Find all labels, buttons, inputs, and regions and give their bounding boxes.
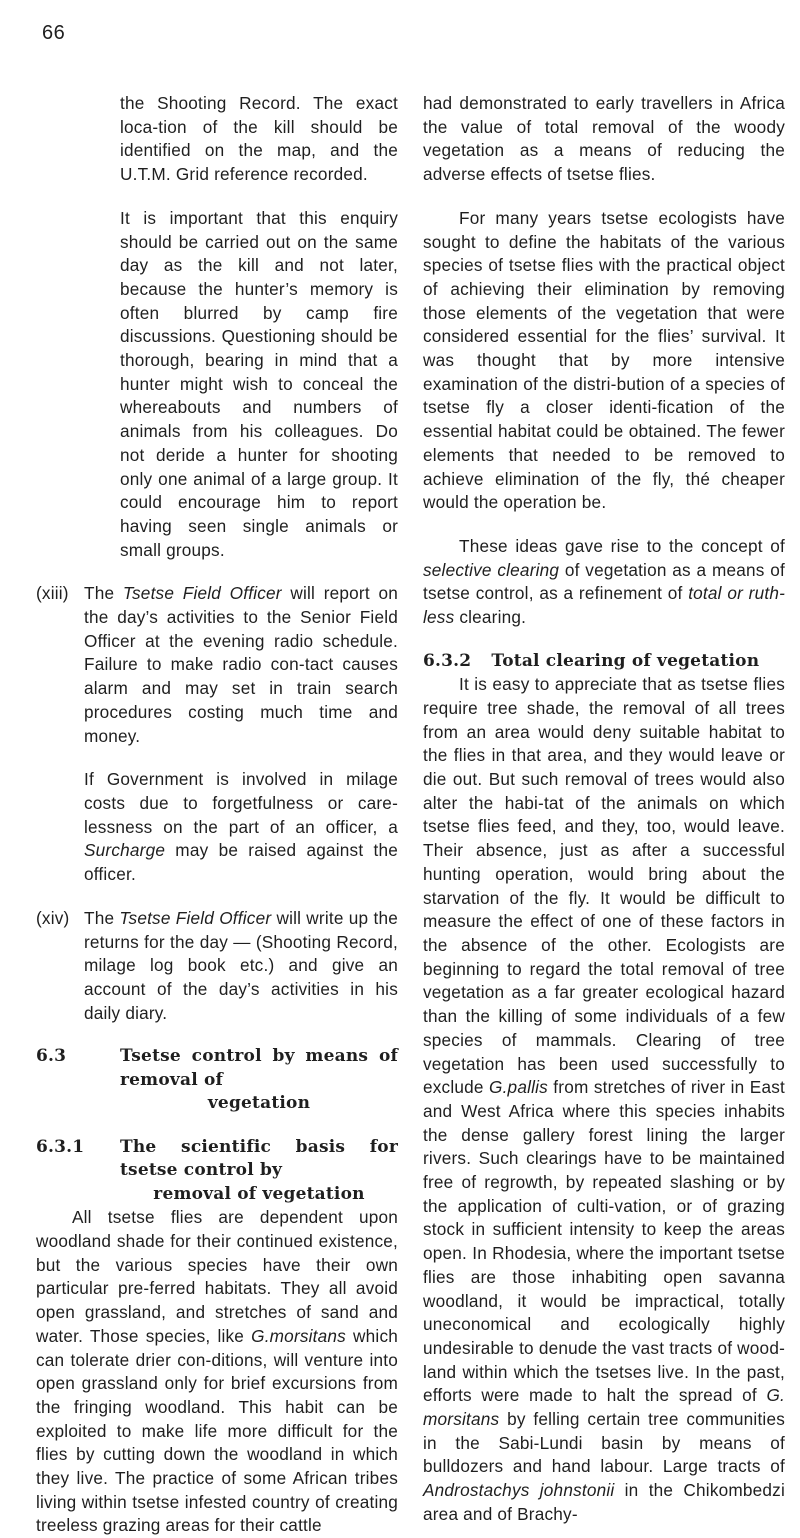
paragraph: The Tsetse Field Officer will write up the returns for the day — (Shooting Record, milage log book etc.) and give an account of the day’s activities in his daily diary.: [84, 907, 398, 1023]
list-item-number: (xiii): [36, 583, 69, 604]
paragraph: It is important that this enquiry should be carried out on the same day as the kill and not later, because the hunter’s memory is often blurred by camp fire discussions. Questioning should be thorough, bearing in mind that a hunter might wish to conceal the whereabouts and numbers of animals from his colleagues. Do not deride a hunter for shooting only one animal of a large group. It could encourage him to report having seen single animals or small groups.: [120, 207, 398, 560]
list-item-xiii: [0, 582, 398, 886]
paragraph: the Shooting Record. The exact loca-tion of the kill should be identified on the map, and the U.T.M. Grid reference recorded.: [120, 93, 398, 185]
section-heading-6-3-1: 6.3.1 The scientific basis for tsetse control by removal of vegetation: [36, 1136, 398, 1204]
section-heading-6-3-2: 6.3.2 Total clearing of vegetation: [423, 650, 760, 671]
left-column: [36, 92, 398, 1538]
paragraph: These ideas gave rise to the concept of selective clearing of vegetation as a means of tsetse control, as a refinement of total or ruth-less clearing.: [423, 535, 785, 628]
list-item-number: (xiv): [36, 907, 70, 928]
paragraph: All tsetse flies are dependent upon woodland shade for their continued existence, but the various species have their own particular pre-ferred habitats. They all avoid open grassland, and stretches of sand and water. Those species, like G.morsitans which can tolerate drier con-ditions, will venture into open grassland only for brief excursions from the fringing woodland. This habit can be exploited to make life more difficult for the flies by cutting down the woodland in which they live. The practice of some African tribes living within tsetse infested country of creating treeless grazing areas for their cattle: [36, 1207, 399, 1536]
paragraph: The Tsetse Field Officer will report on the day’s activities to the Senior Field Officer at the evening radio schedule. Failure to make radio con-tact causes alarm and may set in train search procedures costing much time and money.: [84, 583, 398, 746]
paragraph: For many years tsetse ecologists have sought to define the habitats of the various species of tsetse flies with the practical object of achieving their elimination by removing those elements of the vegetation that were considered essential for the flies’ survival. It was thought that by more intensive examination of the distri-bution of a species of tsetse fly a closer identi-fication of the essential habitat could be obtained. The fewer elements that needed to be removed to achieve elimination of the fly, thé cheaper would the operation be.: [423, 207, 785, 513]
right-column: [423, 92, 785, 1527]
list-item-xiv: [0, 907, 398, 1026]
paragraph: It is easy to appreciate that as tsetse flies require tree shade, the removal of all trees from an area would deny suitable habitat to the flies in that area, and they would leave or die out. But such removal of trees would also alter the habi-tat of the animals on which tsetse flies feed, and they, too, would leave. Their absence, just as after a successful hunting operation, would bring about the starvation of the fly. It would be difficult to measure the effect of one of these factors in the absence of the other. Ecologists are beginning to regard the total removal of tree vegetation as a far greater ecological hazard than the killing of some individuals of a few species of mammals. Clearing of tree vegetation has been used successfully to exclude G.pallis from stretches of river in East and West Africa where this species inhabits the dense gallery forest lining the larger rivers. Such clearings have to be maintained free of regrowth, by repeated slashing or by the application of culti-vation, or of grazing stock in sufficient intensity to keep the areas open. In Rhodesia, where the important tsetse flies are those inhabiting open savanna woodland, it would be impractical, totally uneconomical and ecologically highly undesirable to denude the vast tracts of wood-land within which the tsetses live. In the past, efforts were made to halt the spread of G. morsitans by felling certain tree communities in the Sabi-Lundi basin by means of bulldozers and hand labour. Large tracts of Androstachys johnstonii in the Chikombedzi area and of Brachy-: [423, 674, 785, 1524]
paragraph: If Government is involved in milage costs due to forgetfulness or care-lessness on the part of an officer, a Surcharge may be raised against the officer.: [84, 769, 398, 885]
section-heading-6-3: 6.3 Tsetse control by means of removal of vegetation: [36, 1046, 398, 1114]
paragraph: had demonstrated to early travellers in Africa the value of total removal of the woody vegetation as a means of reducing the adverse effects of tsetse flies.: [423, 93, 785, 185]
page-number: 66: [42, 22, 66, 44]
